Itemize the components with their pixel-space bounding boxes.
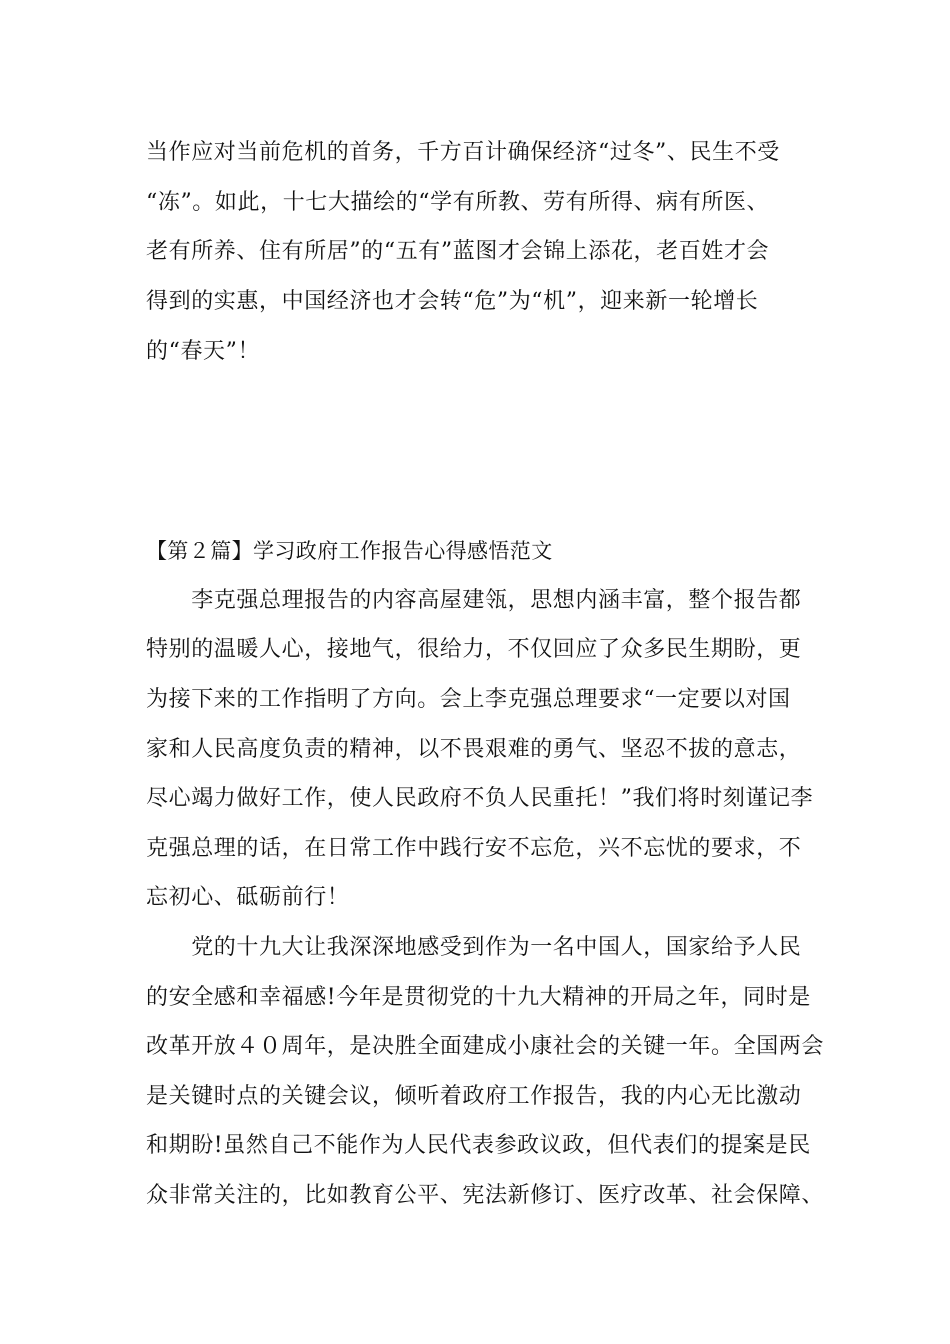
text-line: “冻”。如此，十七大描绘的“学有所教、劳有所得、病有所医、	[146, 190, 770, 215]
section-heading: 【第２篇】学习政府工作报告心得感悟范文	[146, 539, 553, 563]
paragraph-1-line: 为接下来的工作指明了方向。会上李克强总理要求“一定要以对国	[146, 687, 791, 712]
text-line: 老有所养、住有所居”的“五有”蓝图才会锦上添花，老百姓才会	[146, 239, 770, 264]
text-line: 的“春天”！	[146, 339, 261, 364]
paragraph-1-line: 尽心竭力做好工作，使人民政府不负人民重托！”我们将时刻谨记李	[146, 786, 814, 811]
paragraph-1-line: 家和人民高度负责的精神，以不畏艰难的勇气、坚忍不拔的意志，	[146, 737, 802, 762]
paragraph-2-line: 和期盼!虽然自己不能作为人民代表参政议政，但代表们的提案是民	[146, 1133, 811, 1158]
paragraph-2-line: 是关键时点的关键会议，倾听着政府工作报告，我的内心无比激动	[146, 1084, 802, 1109]
paragraph-1-line: 李克强总理报告的内容高屋建瓴，思想内涵丰富，整个报告都	[146, 588, 802, 613]
text-line: 得到的实惠，中国经济也才会转“危”为“机”，迎来新一轮增长	[146, 289, 759, 314]
paragraph-2-line: 改革开放４０周年，是决胜全面建成小康社会的关键一年。全国两会	[146, 1034, 825, 1059]
paragraph-2-line: 众非常关注的，比如教育公平、宪法新修订、医疗改革、社会保障、	[146, 1183, 825, 1208]
text-line: 当作应对当前危机的首务，千方百计确保经济“过冬”、民生不受	[146, 140, 780, 165]
paragraph-1-line: 忘初心、砥砺前行！	[146, 885, 350, 910]
paragraph-2-line: 的安全感和幸福感!今年是贯彻党的十九大精神的开局之年，同时是	[146, 985, 811, 1010]
paragraph-1-line: 特别的温暖人心，接地气，很给力，不仅回应了众多民生期盼，更	[146, 637, 802, 662]
paragraph-2-line: 党的十九大让我深深地感受到作为一名中国人，国家给予人民	[146, 935, 802, 960]
paragraph-1-line: 克强总理的话，在日常工作中践行安不忘危，兴不忘忧的要求，不	[146, 836, 802, 861]
